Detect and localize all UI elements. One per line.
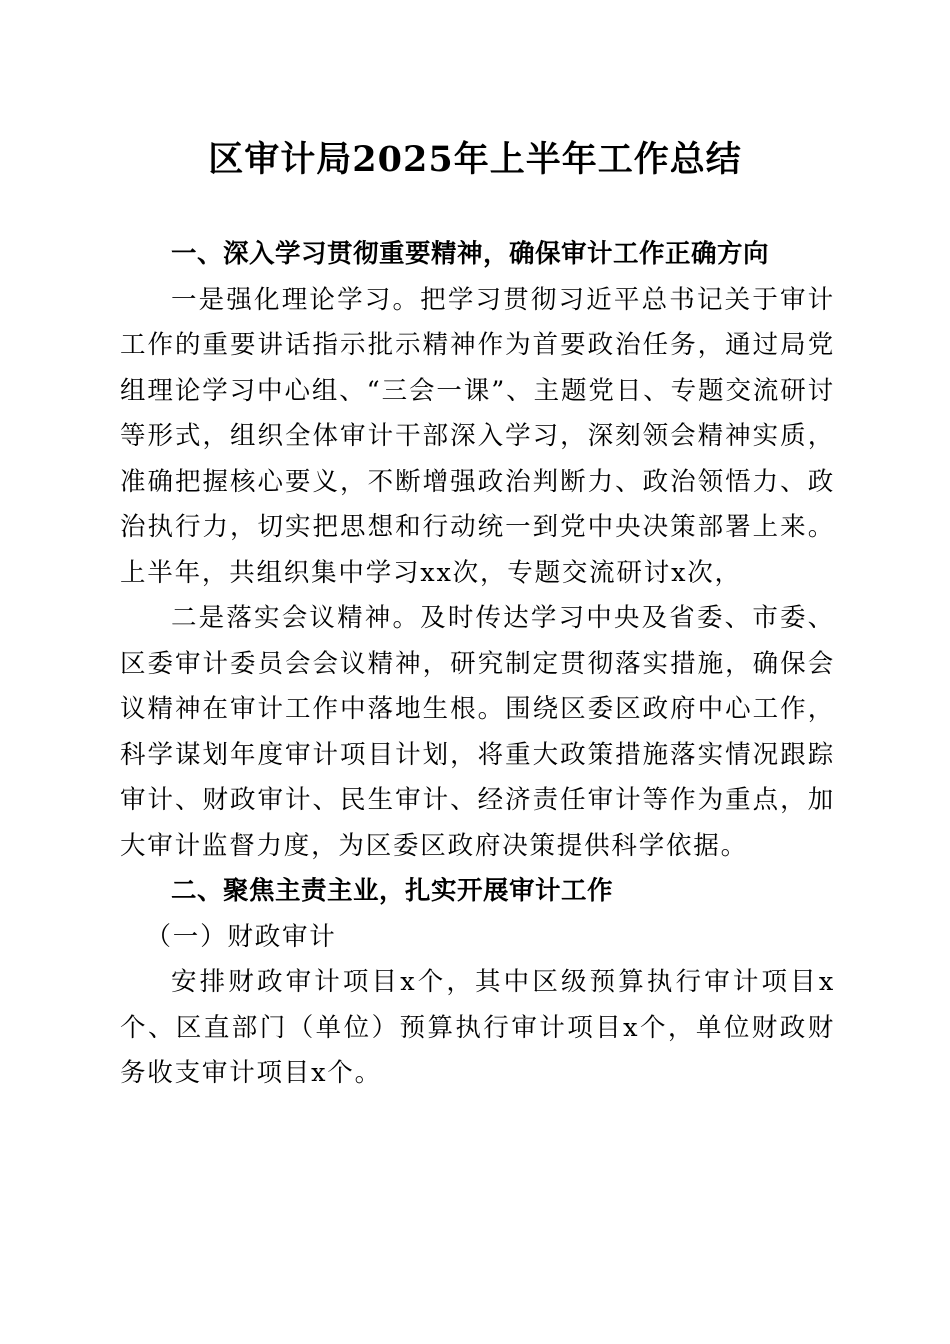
document-body [120, 232, 835, 1097]
section-1-paragraph-1-text: 把学习贯彻习近平总书记关于审计工作的重要讲话指示批示精神作为首要政治任务，通过局党组理论学习中心组、“三会一课”、主题党日、专题交流研讨等形式，组织全体审计干部深入学习，深刻领会精神实质，准确把握核心要义，不断增强政治判断力、政治领悟力、政治执行力，切实把思想和行动统一到党中央决策部署上来。上半年，共组织集中学习xx次，专题交流研讨x次， [120, 284, 835, 588]
section-1-heading: 一、深入学习贯彻重要精神，确保审计工作正确方向 [171, 239, 770, 269]
section-2-paragraph-1: 安排财政审计项目x个，其中区级预算执行审计项目x个、区直部门（单位）预算执行审计项目x个，单位财政财务收支审计项目x个。 [120, 967, 835, 1088]
section-2-subheading-1: （一）财政审计 [145, 921, 337, 952]
section-1-paragraph-2-text: 及时传达学习中央及省委、市委、区委审计委员会会议精神，研究制定贯彻落实措施，确保会议精神在审计工作中落地生根。围绕区委区政府中心工作，科学谋划年度审计项目计划，将重大政策措施落实情况跟踪审计、财政审计、民生审计、经济责任审计等作为重点，加大审计监督力度，为区委区政府决策提供科学依据。 [120, 603, 835, 861]
section-1-paragraph-2-lead: 二是落实会议精神。 [171, 603, 421, 633]
section-2-heading: 二、聚焦主责主业，扎实开展审计工作 [171, 876, 614, 906]
section-1-paragraph-2 [120, 596, 835, 869]
section-1-paragraph-1-lead: 一是强化理论学习。 [171, 284, 421, 315]
section-1-paragraph-1 [120, 278, 835, 597]
document-title: 区审计局2025年上半年工作总结 [208, 139, 742, 180]
